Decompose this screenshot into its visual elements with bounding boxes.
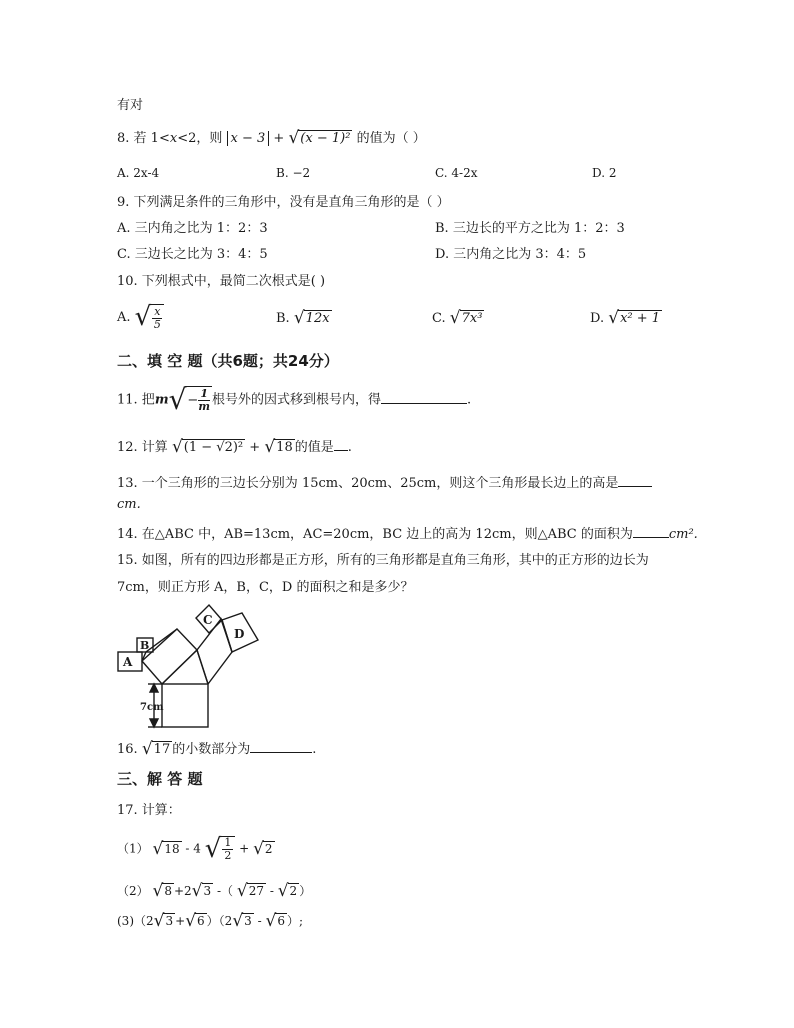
q8-abs-expr: x − 3 — [227, 131, 270, 146]
question-14 — [117, 523, 698, 542]
q17-p1-plus: + — [239, 841, 250, 856]
q8-prefix: 8. 若 1< — [117, 131, 170, 146]
q16-answer-blank[interactable] — [250, 740, 312, 753]
q10-a-sqrt: √ $\frac{x}{5}$ — [135, 304, 165, 331]
q17-p3-label: (3)（2 — [117, 914, 154, 928]
q12-expr2: 18 — [276, 440, 293, 455]
q10-b-expr: 12x — [305, 311, 330, 326]
q12-end: . — [347, 440, 352, 455]
figure-label-b: B — [140, 639, 150, 652]
q11-end: . — [467, 392, 472, 408]
q17-p3-plus: + — [175, 914, 186, 928]
q12-sqrt-2: √ 18 — [264, 437, 293, 457]
q8-option-b: B. −2 — [276, 166, 311, 180]
q10-b-label: B. — [276, 311, 290, 326]
top-fragment: 有对 — [117, 98, 144, 113]
q17-p1-minus: - 4 — [185, 841, 201, 856]
q10-c-label: C. — [432, 311, 446, 326]
q17-p1-b: 2 — [264, 841, 273, 856]
figure-arrow-bottom — [150, 719, 158, 727]
q17-p3-sqrt-c: √ 3 — [232, 911, 252, 931]
q8-sqrt: √ (x − 1)² — [288, 128, 351, 148]
q17-p1-sqrt-frac: √ $\frac{1}{2}$ — [205, 836, 236, 862]
q17-p2-a: 8 — [164, 884, 172, 898]
q17-p1-sqrt-b: √ 2 — [253, 838, 273, 859]
q13-line1: 13. 一个三角形的三边长分别为 15cm、20cm、25cm，则这个三角形最长边上的高是 — [117, 476, 619, 491]
figure-left-square — [142, 629, 197, 684]
q9-option-d: D. 三内角之比为 3：4：5 — [435, 247, 587, 262]
q17-part-3 — [117, 912, 303, 930]
q12-expr1: (1 − √2)² — [183, 440, 244, 455]
question-9: 9. 下列满足条件的三角形中，没有是直角三角形的是（ ） — [117, 195, 450, 210]
q17-p2-mid2: -（ — [216, 884, 234, 898]
question-15-line1: 15. 如图，所有的四边形都是正方形，所有的三角形都是直角三角形，其中的正方形的边长为 — [117, 553, 649, 568]
q17-p3-c: 3 — [244, 914, 252, 928]
q17-p2-label: （2） — [117, 884, 149, 898]
q17-p2-d: 2 — [289, 884, 298, 898]
question-11 — [117, 383, 472, 416]
q17-p2-mid3: - — [269, 884, 274, 898]
q17-p2-sqrt-b: √ 3 — [191, 881, 212, 901]
q12-answer-blank[interactable] — [334, 438, 348, 451]
q11-suffix: 根号外的因式移到根号内，得 — [211, 392, 381, 408]
q17-part-1 — [117, 836, 275, 862]
q12-suffix: 的值是 — [294, 440, 334, 455]
q10-a-den: 5 — [153, 318, 161, 332]
q11-answer-blank[interactable] — [381, 391, 467, 404]
q17-p2-sqrt-d: √ 2 — [277, 881, 298, 901]
q9-option-a: A. 三内角之比为 1：2：3 — [117, 221, 268, 236]
q17-p2-b: 3 — [203, 884, 212, 898]
q16-expr: 17 — [153, 742, 171, 757]
q14-text: 14. 在△ABC 中，AB=13cm，AC=20cm，BC 边上的高为 12cm，则△ABC 的面积为 — [117, 527, 633, 542]
q17-p3-d: 6 — [277, 914, 285, 928]
q17-p3-end: ）; — [287, 914, 304, 928]
q10-a-num: x — [154, 305, 161, 318]
q17-p3-a: 3 — [165, 914, 174, 928]
q11-den: m — [198, 400, 210, 413]
q17-p1-label: （1） — [117, 841, 149, 856]
q17-part-2 — [117, 882, 311, 900]
q10-d-label: D. — [590, 311, 605, 326]
q17-p2-c: 27 — [248, 884, 264, 898]
q10-option-d — [590, 310, 662, 327]
question-13 — [117, 472, 652, 491]
q16-end: . — [312, 742, 317, 757]
q11-neg: − — [187, 393, 199, 408]
figure-side-label: 7cm — [140, 702, 164, 713]
figure-label-c: C — [203, 613, 213, 627]
q9-option-c: C. 三边长之比为 3：4：5 — [117, 247, 268, 262]
q17-p3-sqrt-a: √ 3 — [153, 911, 174, 931]
q16-sqrt: √ 17 — [141, 739, 171, 759]
figure-label-a: A — [123, 655, 133, 669]
question-17: 17. 计算： — [117, 803, 181, 818]
q17-p3-minus: - — [257, 914, 262, 928]
question-8 — [117, 127, 426, 147]
q17-p3-mid: ）（2 — [206, 914, 233, 928]
question-15-line2: 7cm，则正方形 A，B，C，D 的面积之和是多少？ — [117, 580, 414, 595]
q8-option-c: C. 4-2x — [435, 166, 478, 180]
q17-p1-a: 18 — [164, 841, 180, 856]
q10-option-b — [276, 310, 332, 327]
q13-answer-blank[interactable] — [618, 474, 652, 487]
question-10: 10. 下列根式中，最简二次根式是( ) — [117, 274, 326, 289]
q11-num: 1 — [200, 386, 208, 400]
q8-option-a: A. 2x-4 — [117, 166, 160, 180]
q9-option-b: B. 三边长的平方之比为 1：2：3 — [435, 221, 625, 236]
question-16 — [117, 738, 316, 758]
q12-prefix: 12. 计算 — [117, 440, 168, 455]
figure-big-square — [162, 684, 208, 727]
q10-option-c — [432, 310, 484, 327]
q17-p3-b: 6 — [197, 914, 205, 928]
q17-p2-mid: +2 — [173, 884, 192, 898]
q10-c-expr: 7x³ — [461, 311, 483, 326]
q8-mid: <2，则 — [177, 131, 223, 146]
q8-sqrt-expr: (x − 1)² — [300, 131, 351, 146]
q17-p3-sqrt-b: √ 6 — [185, 911, 205, 931]
q13-line2: cm. — [117, 497, 141, 512]
q17-p3-sqrt-d: √ 6 — [265, 911, 285, 931]
q16-suffix: 的小数部分为 — [172, 742, 251, 757]
section-2-heading: 二、填 空 题（共6题；共24分） — [117, 352, 339, 370]
q11-m: m — [154, 392, 169, 408]
q16-number-label: 16. — [117, 742, 138, 757]
q14-answer-blank[interactable] — [633, 525, 669, 538]
q17-p2-sqrt-c: √ 27 — [236, 881, 264, 901]
q12-plus: + — [249, 440, 261, 455]
section-3-heading: 三、解 答 题 — [117, 770, 203, 788]
q8-var: x — [169, 131, 178, 146]
q8-plus: + — [273, 131, 285, 146]
q15-figure — [110, 600, 280, 732]
figure-right-square — [197, 619, 232, 684]
question-12 — [117, 436, 352, 456]
q17-p1-sqrt-a: √ 18 — [152, 838, 180, 859]
q10-b-sqrt: √ 12x — [293, 308, 330, 328]
q14-unit: cm². — [668, 527, 698, 542]
q17-p1-den: 2 — [224, 849, 232, 863]
q10-c-sqrt: √ 7x³ — [449, 308, 483, 328]
q11-sqrt: √ − $\frac{1}{m}$ — [169, 386, 212, 414]
figure-arrow-top — [150, 684, 158, 692]
q17-p1-num: 1 — [224, 836, 232, 849]
figure-main-triangle — [162, 650, 208, 684]
q10-d-sqrt: √ x² + 1 — [608, 308, 661, 328]
q12-sqrt-1: √ (1 − √2)² — [171, 437, 244, 457]
q8-option-d: D. 2 — [592, 166, 617, 180]
q10-a-label: A. — [117, 310, 131, 326]
q17-p2-sqrt-a: √ 8 — [152, 881, 172, 901]
q17-p2-end: ） — [299, 884, 312, 898]
figure-label-d: D — [234, 627, 245, 641]
q11-prefix: 11. 把 — [117, 392, 155, 408]
q10-d-expr: x² + 1 — [620, 311, 661, 326]
q8-suffix: 的值为（ ） — [356, 131, 426, 146]
q10-option-a — [117, 304, 164, 331]
